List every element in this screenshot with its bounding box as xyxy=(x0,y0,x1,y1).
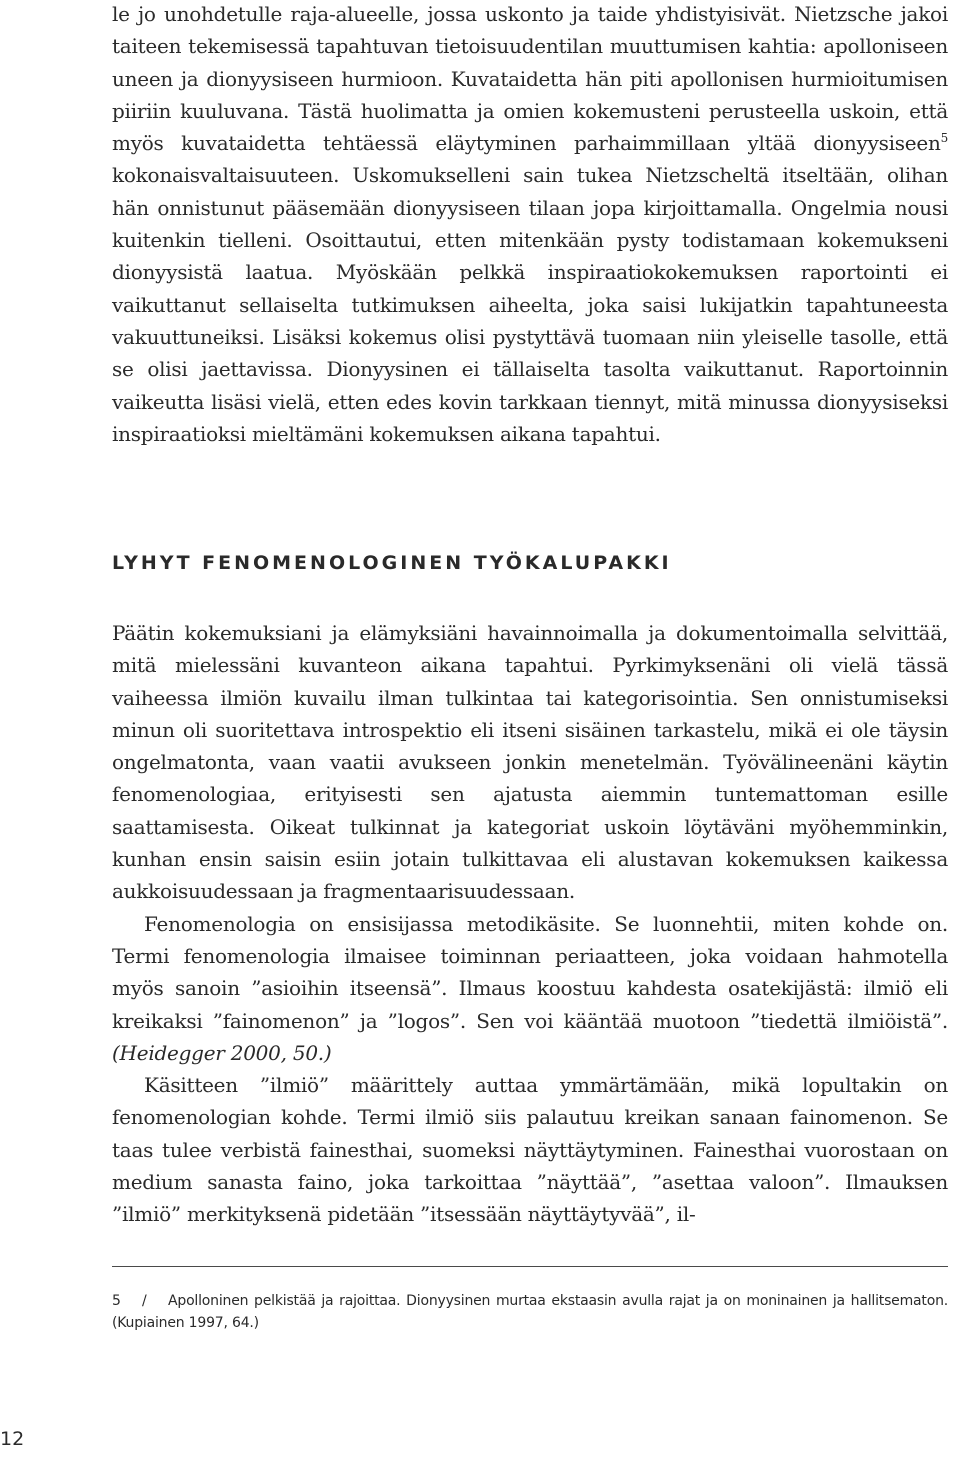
section-paragraph-1: Päätin kokemuksiani ja elämyksiäni havainnoimalla ja dokumentoimalla selvittää, mitä mielessäni kuvanteon aikana tapahtui. Pyrkimyksenäni oli vielä tässä vaiheessa ilmiön kuvailu ilman tulkintaa tai kategorisointia. Sen onnistumiseksi minun oli suoritettava introspektio eli itseni sisäinen tarkastelu, mikä ei ole täysin ongelmatonta, vaan vaatii avukseen jonkin menetelmän. Työvälineenäni käytin fenomenologiaa, erityisesti sen ajatusta aiemmin tuntemattoman esille saattamisesta. Oikeat tulkinnat ja kategoriat uskoin löytäväni myöhemminkin, kunhan ensin saisin esiin jotain tulkittavaa eli alustavan kokemuksen kaikessa aukkoisuudessaan ja fragmentaarisuudessaan. xyxy=(112,621,948,904)
footnote-number: 5 xyxy=(112,1293,121,1309)
section-body xyxy=(112,617,948,1231)
paragraph-text-part2: kokonaisvaltaisuuteen. Uskomukselleni sain tukea Nietzscheltä itseltään, olihan hän onnistunut pääsemään dionyysiseen tilaan jopa kirjoittamalla. Ongelmia nousi kuitenkin tielleni. Osoittautui, etten mitenkään pysty todistamaan kokemukseni dionyysistä laatua. Myöskään pelkkä inspiraatiokokemuksen raportointi ei vaikuttanut sellaiselta tutkimuksen aiheelta, joka saisi lukijatkin tapahtuneesta vakuuttuneiksi. Lisäksi kokemus olisi pystyttävä tuomaan niin yleiselle tasolle, että se olisi jaettavissa. Dionyysinen ei tällaiselta tasolta vaikuttanut. Raportoinnin vaikeutta lisäsi vielä, etten edes kovin tarkkaan tiennyt, mitä minussa dionyysiseksi inspiraatioksi mieltämäni kokemuksen aikana tapahtui. xyxy=(112,163,948,446)
paragraph-text-part1: le jo unohdetulle raja-alueelle, jossa uskonto ja taide yhdistyisivät. Nietzsche jakoi taiteen tekemisessä tapahtuvan tietoisuudentilan muuttumisen kahtia: apolloniseen uneen ja dionyysiseen hurmioon. Kuvataidetta hän piti apollonisen hurmioitumisen piiriin kuuluvana. Tästä huolimatta ja omien kokemusteni perusteella uskoin, että myös kuvataidetta tehtäessä eläytyminen parhaimmillaan yltää dionyysiseen xyxy=(112,2,948,156)
page-number: 12 xyxy=(0,1428,25,1450)
footnote-text: Apolloninen pelkistää ja rajoittaa. Dionyysinen murtaa ekstaasin avulla rajat ja on moninainen ja hallitsematon. (Kupiainen 1997, 64.) xyxy=(112,1293,948,1331)
paragraph-2-text: Fenomenologia on ensisijassa metodikäsite. Se luonnehtii, miten kohde on. Termi fenomenologia ilmaisee toiminnan periaatteen, joka voidaan hahmotella myös sanoin ”asioihin itseensä”. Ilmaus koostuu kahdesta osatekijästä: ilmiö eli kreikaksi ”fainomenon” ja ”logos”. Sen voi kääntää muotoon ”tiedettä ilmiöistä”. xyxy=(112,911,948,1033)
citation: (Heidegger 2000, 50.) xyxy=(112,1040,332,1065)
footnote-reference[interactable]: 5 xyxy=(940,131,948,146)
section-paragraph-3: Käsitteen ”ilmiö” määrittely auttaa ymmärtämään, mikä lopultakin on fenomenologian kohde. Termi ilmiö siis palautuu kreikan sanaan fainomenon. Se taas tulee verbistä fainesthai, suomeksi näyttäytyminen. Fainesthai vuorostaan on medium sanasta faino, joka tarkoittaa ”näyttää”, ”asettaa valoon”. Ilmauksen ”ilmiö” merkityksenä pidetään ”itsessään näyttäytyvää”, il- xyxy=(112,1073,948,1227)
footnote-separator: / xyxy=(142,1293,147,1309)
section-paragraph-2 xyxy=(112,908,948,1069)
footnote-divider xyxy=(112,1266,948,1267)
footnote xyxy=(112,1290,948,1334)
opening-paragraph xyxy=(112,0,948,450)
section-heading: LYHYT FENOMENOLOGINEN TYÖKALUPAKKI xyxy=(112,552,672,574)
